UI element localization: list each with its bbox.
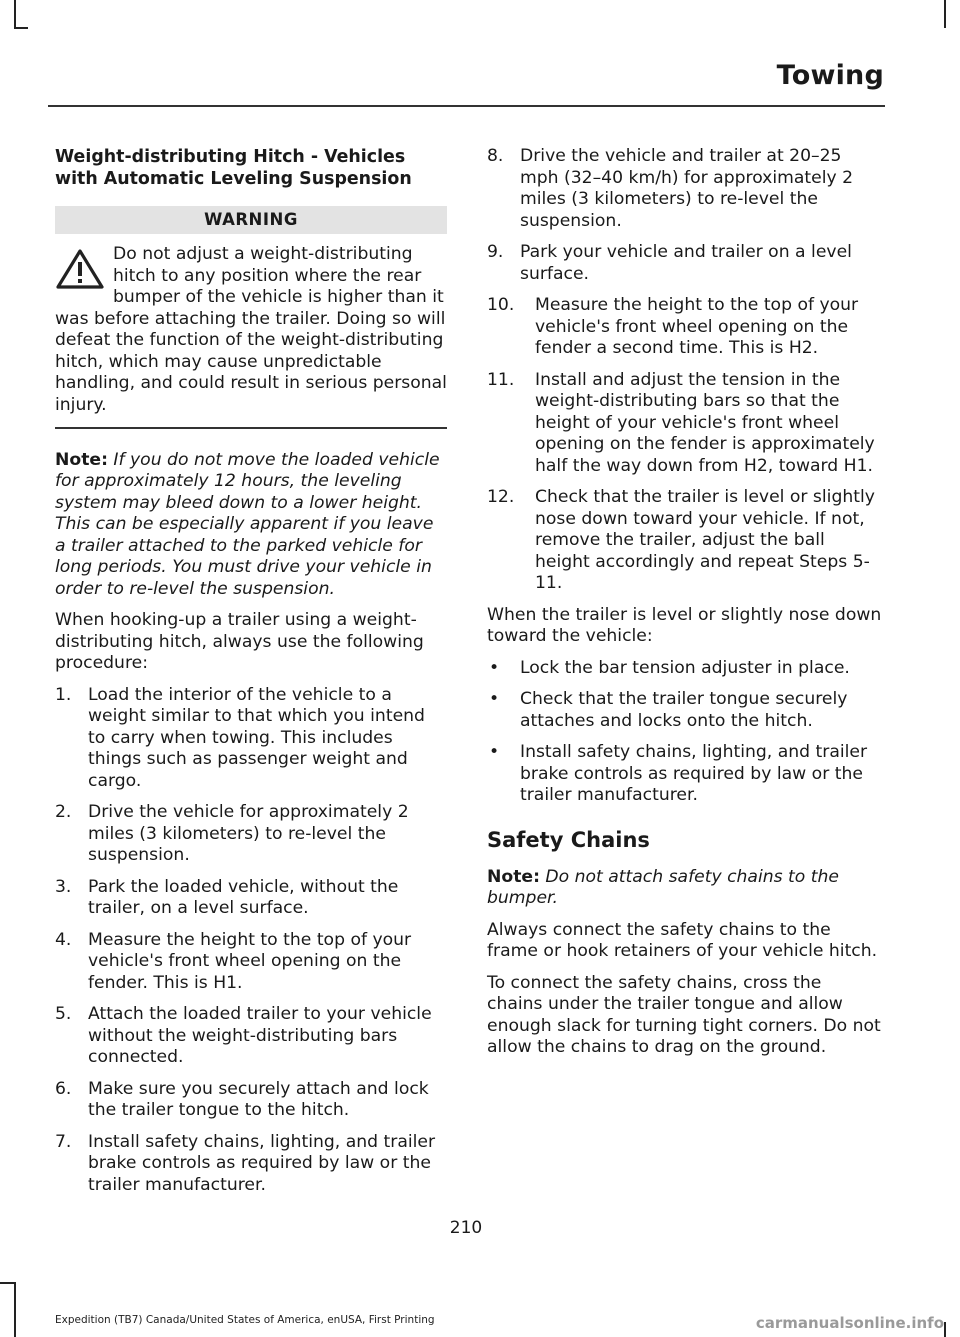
page-title: Towing	[776, 60, 884, 91]
note-label: Note:	[487, 866, 540, 887]
step-text: Park your vehicle and trailer on a level surface.	[520, 242, 852, 284]
publication-info: Expedition (TB7) Canada/United States of America, enUSA, First Printing	[55, 1314, 435, 1326]
step-number: 9.	[487, 242, 504, 262]
step-number: 10.	[487, 295, 515, 315]
page-number: 210	[449, 1218, 483, 1238]
warning-triangle-icon	[55, 248, 105, 290]
bullet-text: Lock the bar tension adjuster in place.	[520, 657, 850, 678]
watermark: carmanualsonline.info	[755, 1314, 944, 1332]
list-item	[55, 685, 447, 793]
note	[487, 867, 882, 910]
procedure-steps-right	[487, 146, 882, 285]
after-steps-text: When the trailer is level or slightly nose down toward the vehicle:	[487, 604, 882, 646]
bullet-text: Check that the trailer tongue securely attaches and locks onto the hitch.	[520, 689, 848, 731]
step-text: Attach the loaded trailer to your vehicle without the weight-distributing bars connected.	[88, 1004, 432, 1067]
note-text: Do not attach safety chains to the bumper.	[487, 866, 839, 908]
note-text: If you do not move the loaded vehicle for approximately 12 hours, the leveling system may bleed down to a lower height. This can be especially apparent if you leave a trailer attached to the parked vehicle for long periods. You must drive your vehicle in order to re-level the suspension.	[55, 449, 440, 599]
step-number: 4.	[55, 929, 72, 950]
step-text: Install safety chains, lighting, and trailer brake controls as required by law or the trailer manufacturer.	[88, 1131, 436, 1195]
list-item	[55, 877, 447, 920]
crop-mark-top-left	[14, 0, 16, 28]
step-number: 12.	[487, 487, 515, 507]
list-item	[487, 242, 882, 285]
section-subheading: Weight-distributing Hitch - Vehicles with Automatic Leveling Suspension	[55, 147, 412, 189]
step-text: Drive the vehicle and trailer at 20–25 mph (32–40 km/h) for approximately 2 miles (3 kilometers) to re-level the suspension.	[520, 146, 854, 231]
step-number: 3.	[55, 876, 72, 897]
step-number: 2.	[55, 802, 72, 822]
list-item	[487, 146, 882, 232]
bullet-list	[487, 658, 882, 807]
bullet-icon: •	[489, 742, 500, 762]
warning-divider	[55, 427, 447, 429]
bullet-icon: •	[489, 657, 500, 678]
bullet-text: Install safety chains, lighting, and trailer brake controls as required by law or the trailer manufacturer.	[520, 742, 868, 805]
right-column	[487, 146, 882, 1069]
list-item	[55, 1004, 447, 1069]
step-text: Measure the height to the top of your vehicle's front wheel opening on the fender. This is H1.	[88, 929, 412, 993]
bullet-icon: •	[489, 689, 500, 709]
warning-box	[55, 244, 447, 416]
list-item	[487, 742, 882, 807]
crop-mark-top-right	[944, 0, 946, 28]
paragraph: Always connect the safety chains to the frame or hook retainers of your vehicle hitch.	[487, 919, 878, 961]
step-text: Drive the vehicle for approximately 2 miles (3 kilometers) to re-level the suspension.	[88, 802, 409, 865]
list-item	[487, 370, 882, 478]
list-item	[487, 295, 882, 360]
warning-text: Do not adjust a weight-distributing hitch to any position where the rear bumper of the vehicle is higher than it was before attaching the trailer. Doing so will defeat the function of the weight-distributing hitch, which may cause unpredictable handling, and could result in serious personal injury.	[55, 244, 447, 415]
step-text: Check that the trailer is level or slightly nose down toward your vehicle. If not, remove the trailer, adjust the ball height accordingly and repeat Steps 5-11.	[535, 487, 875, 593]
procedure-steps-right-cont	[487, 295, 882, 595]
crop-mark-bottom-right	[944, 1322, 946, 1337]
step-text: Park the loaded vehicle, without the trailer, on a level surface.	[88, 876, 399, 918]
step-text: Make sure you securely attach and lock the trailer tongue to the hitch.	[88, 1078, 429, 1120]
step-number: 6.	[55, 1078, 72, 1099]
step-number: 5.	[55, 1004, 72, 1024]
crop-mark-bottom-left-h	[0, 1282, 15, 1284]
section-title: Safety Chains	[487, 827, 650, 852]
paragraph: To connect the safety chains, cross the chains under the trailer tongue and allow enough slack for turning tight corners. Do not allow the chains to drag on the ground.	[487, 972, 881, 1057]
intro-text: When hooking-up a trailer using a weight-distributing hitch, always use the following procedure:	[55, 610, 424, 673]
list-item	[55, 1132, 447, 1197]
note	[55, 450, 447, 601]
header-divider	[48, 105, 885, 107]
crop-mark-top-left-h	[14, 27, 28, 29]
step-number: 11.	[487, 369, 515, 390]
step-number: 7.	[55, 1131, 72, 1152]
list-item	[487, 658, 882, 680]
step-text: Install and adjust the tension in the weight-distributing bars so that the height of your vehicle's front wheel opening on the fender is approximately half the way down from H2, toward H1.	[535, 369, 875, 476]
list-item	[487, 689, 882, 732]
step-text: Load the interior of the vehicle to a weight similar to that which you intend to carry when towing. This includes things such as passenger weight and cargo.	[88, 684, 425, 791]
crop-mark-bottom-left	[14, 1282, 16, 1337]
list-item	[55, 930, 447, 995]
step-number: 1.	[55, 684, 72, 705]
list-item	[55, 802, 447, 867]
step-text: Measure the height to the top of your vehicle's front wheel opening on the fender a second time. This is H2.	[535, 295, 859, 358]
note-label: Note:	[55, 449, 108, 470]
procedure-steps-left	[55, 685, 447, 1197]
step-number: 8.	[487, 146, 504, 166]
list-item	[487, 487, 882, 595]
list-item	[55, 1079, 447, 1122]
left-column	[55, 146, 447, 1206]
warning-label: WARNING	[55, 206, 447, 234]
